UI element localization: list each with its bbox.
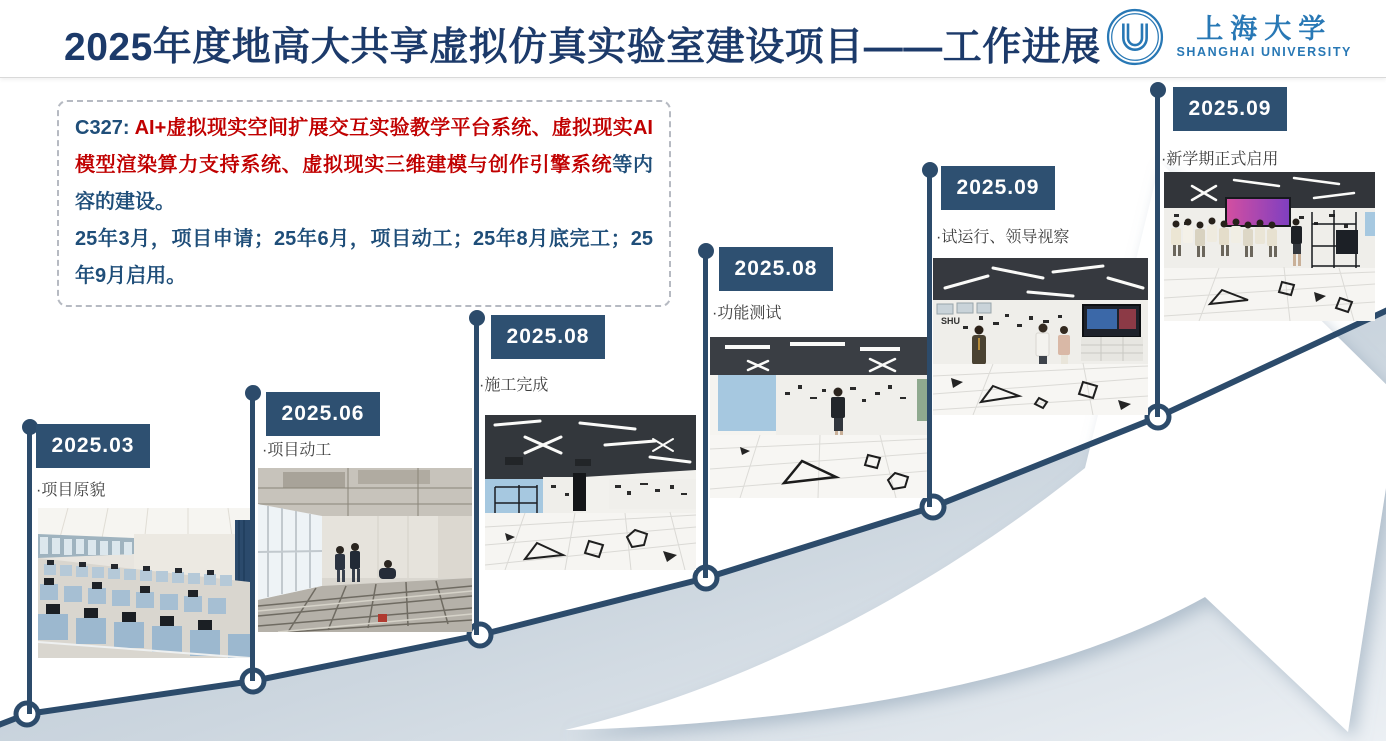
- university-name-cn: 上海大学: [1196, 14, 1333, 45]
- university-wordmark: [1176, 14, 1352, 59]
- timeline-node-dot: [922, 162, 938, 178]
- project-description: [75, 110, 653, 221]
- timeline-connector: [250, 391, 255, 681]
- slide-header: [0, 0, 1386, 78]
- page-title: 2025年度地高大共享虚拟仿真实验室建设项目——工作进展: [64, 26, 1101, 69]
- milestone-label: ·新学期正式启用: [1161, 151, 1279, 168]
- photo-function-testing: [710, 337, 927, 498]
- milestone-label: ·项目动工: [262, 442, 332, 459]
- project-code: C327:: [75, 117, 135, 139]
- photo-construction-start: [258, 468, 472, 632]
- date-badge: 2025.08: [719, 247, 833, 291]
- timeline-connector: [27, 425, 32, 714]
- milestone-label: ·施工完成: [479, 377, 549, 394]
- photo-computer-classroom-before: [38, 508, 250, 658]
- photo-trial-run-leaders-visit: [933, 258, 1148, 415]
- timeline-node-dot: [245, 385, 261, 401]
- date-badge: 2025.03: [36, 424, 150, 468]
- project-description-suffix: 等内容的建设。: [75, 154, 654, 213]
- timeline-node-dot: [469, 310, 485, 326]
- photo-construction-finished: [485, 415, 696, 570]
- university-emblem-icon: [1106, 8, 1164, 66]
- timeline-connector: [1155, 88, 1160, 417]
- project-schedule: 25年3月，项目申请；25年6月，项目动工；25年8月底完工；25年9月启用。: [75, 228, 653, 287]
- timeline-connector: [703, 249, 708, 578]
- photo-new-semester-launch: [1164, 172, 1375, 321]
- university-logo: [1106, 8, 1352, 66]
- milestone-label: ·功能测试: [712, 305, 782, 322]
- project-info-box: [57, 100, 671, 307]
- date-badge: 2025.06: [266, 392, 380, 436]
- date-badge: 2025.09: [1173, 87, 1287, 131]
- project-systems-red-text: AI+虚拟现实空间扩展交互实验教学平台系统、虚拟现实AI模型渲染算力支持系统、虚拟现实三维建模与创作引擎系统: [75, 117, 653, 176]
- milestone-label: ·试运行、领导视察: [936, 229, 1070, 246]
- timeline-node-dot: [1150, 82, 1166, 98]
- date-badge: 2025.08: [491, 315, 605, 359]
- timeline-node-dot: [698, 243, 714, 259]
- university-name-en: SHANGHAI UNIVERSITY: [1176, 45, 1352, 60]
- milestone-label: ·项目原貌: [36, 482, 106, 499]
- svg-text:SHU: SHU: [941, 316, 961, 326]
- timeline-connector: [474, 316, 479, 635]
- timeline-connector: [927, 168, 932, 507]
- date-badge: 2025.09: [941, 166, 1055, 210]
